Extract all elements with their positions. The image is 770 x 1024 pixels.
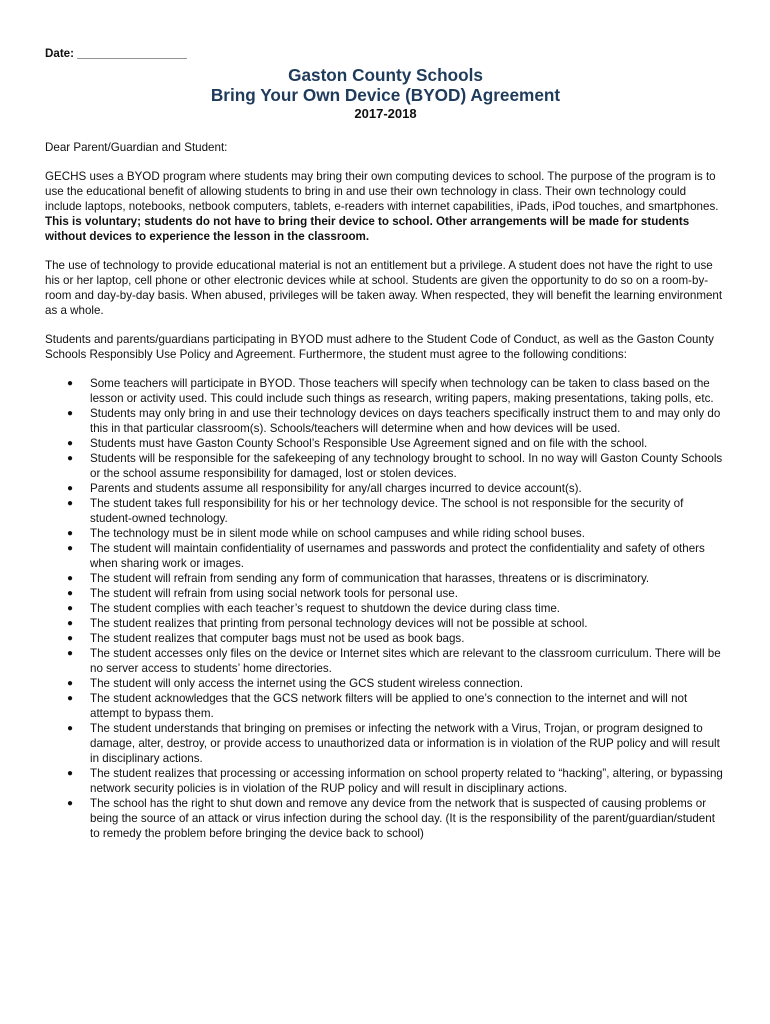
bullet-icon: ● <box>67 528 74 539</box>
condition-text: The student realizes that computer bags must not be used as book bags. <box>90 632 465 645</box>
voluntary-notice: This is voluntary; students do not have to bring their device to school. Other arrangements will be made for students without devices to experience the lesson in the classroom. <box>45 215 690 243</box>
condition-item <box>45 496 726 526</box>
bullet-icon: ● <box>67 498 74 509</box>
condition-item <box>45 691 726 721</box>
condition-item <box>45 586 726 601</box>
condition-item <box>45 541 726 571</box>
condition-text: The student acknowledges that the GCS network filters will be applied to one’s connection to the internet and will not attempt to bypass them. <box>90 692 688 720</box>
condition-item <box>45 436 726 451</box>
condition-text: The student will maintain confidentiality of usernames and passwords and protect the confidentiality and safety of others when sharing work or images. <box>90 542 705 570</box>
bullet-icon: ● <box>67 633 74 644</box>
condition-text: The student will only access the internet using the GCS student wireless connection. <box>90 677 524 690</box>
salutation: Dear Parent/Guardian and Student: <box>45 141 228 154</box>
condition-text: The student will refrain from using social network tools for personal use. <box>90 587 458 600</box>
bullet-icon: ● <box>67 603 74 614</box>
condition-item <box>45 376 726 406</box>
privilege-paragraph: The use of technology to provide educational material is not an entitlement but a privilege. A student does not have the right to use his or her laptop, cell phone or other electronic devices while at school. Students are given the opportunity to do so on a room-by-room and day-by-day basis. When abused, privileges will be taken away. When respected, they will benefit the learning environment as a whole. <box>45 259 723 317</box>
bullet-icon: ● <box>67 453 74 464</box>
bullet-icon: ● <box>67 483 74 494</box>
condition-item <box>45 571 726 586</box>
condition-text: Students must have Gaston County School’s Responsible Use Agreement signed and on file with the school. <box>90 437 648 450</box>
bullet-icon: ● <box>67 768 74 779</box>
condition-text: The student complies with each teacher’s request to shutdown the device during class time. <box>90 602 561 615</box>
bullet-icon: ● <box>67 798 74 809</box>
condition-item <box>45 406 726 436</box>
condition-item <box>45 676 726 691</box>
school-year: 2017-2018 <box>354 106 417 121</box>
bullet-icon: ● <box>67 648 74 659</box>
bullet-icon: ● <box>67 618 74 629</box>
condition-text: The school has the right to shut down and remove any device from the network that is suspected of causing problems or being the source of an attack or virus infection during the school day. (It is the responsibility of the parent/guardian/student to remedy the problem before bringing the device back to school) <box>90 797 715 840</box>
condition-item <box>45 631 726 646</box>
bullet-icon: ● <box>67 378 74 389</box>
bullet-icon: ● <box>67 588 74 599</box>
condition-item <box>45 526 726 541</box>
condition-text: The student realizes that processing or accessing information on school property related to “hacking”, altering, or bypassing network security policies is in violation of the RUP policy and will result in disciplinary actions. <box>90 767 723 795</box>
conditions-list <box>45 376 726 841</box>
document-title: Gaston County Schools <box>288 65 483 85</box>
bullet-icon: ● <box>67 543 74 554</box>
bullet-icon: ● <box>67 678 74 689</box>
condition-text: The student understands that bringing on premises or infecting the network with a Virus, Trojan, or program designed to damage, alter, destroy, or provide access to unauthorized data or information is in violation of the RUP policy and will result in disciplinary actions. <box>90 722 720 765</box>
condition-text: The student accesses only files on the device or Internet sites which are relevant to the classroom curriculum. There will be no server access to students’ home directories. <box>90 647 721 675</box>
bullet-icon: ● <box>67 438 74 449</box>
condition-text: Students will be responsible for the safekeeping of any technology brought to school. In no way will Gaston County Schools or the school assume responsibility for damaged, lost or stolen devices. <box>90 452 723 480</box>
bullet-icon: ● <box>67 408 74 419</box>
condition-item <box>45 796 726 841</box>
condition-text: The student realizes that printing from personal technology devices will not be possible at school. <box>90 617 588 630</box>
condition-item <box>45 766 726 796</box>
condition-text: Students may only bring in and use their technology devices on days teachers specifically instruct them to and may only do this in that particular classroom(s). Schools/teachers will determine when and how devices will be used. <box>90 407 721 435</box>
date-field-label: Date: _________________ <box>45 47 187 60</box>
intro-paragraph <box>45 169 726 244</box>
condition-text: The student takes full responsibility for his or her technology device. The school is not responsible for the security of student-owned technology. <box>90 497 684 525</box>
condition-text: Parents and students assume all responsibility for any/all charges incurred to device account(s). <box>90 482 582 495</box>
condition-text: The student will refrain from sending any form of communication that harasses, threatens or is discriminatory. <box>90 572 650 585</box>
condition-item <box>45 601 726 616</box>
condition-item <box>45 451 726 481</box>
condition-text: Some teachers will participate in BYOD. Those teachers will specify when technology can be taken to class based on the lesson or activity used. This could include such things as research, writing papers, making presentations, taking polls, etc. <box>90 377 714 405</box>
document-subtitle: Bring Your Own Device (BYOD) Agreement <box>210 85 561 105</box>
conditions-intro-paragraph: Students and parents/guardians participating in BYOD must adhere to the Student Code of Conduct, as well as the Gaston County Schools Responsibly Use Policy and Agreement. Furthermore, the student must agree to the following conditions: <box>45 333 714 361</box>
bullet-icon: ● <box>67 573 74 584</box>
condition-item <box>45 646 726 676</box>
condition-text: The technology must be in silent mode while on school campuses and while riding school buses. <box>90 527 585 540</box>
bullet-icon: ● <box>67 723 74 734</box>
condition-item <box>45 616 726 631</box>
intro-text: GECHS uses a BYOD program where students may bring their own computing devices to school. The purpose of the program is to use the educational benefit of allowing students to bring in and use their own technology in class. Their own technology could include laptops, notebooks, netbook computers, tablets, e-readers with internet capabilities, iPads, iPod touches, and smartphones. <box>45 170 719 213</box>
condition-item <box>45 481 726 496</box>
bullet-icon: ● <box>67 693 74 704</box>
condition-item <box>45 721 726 766</box>
